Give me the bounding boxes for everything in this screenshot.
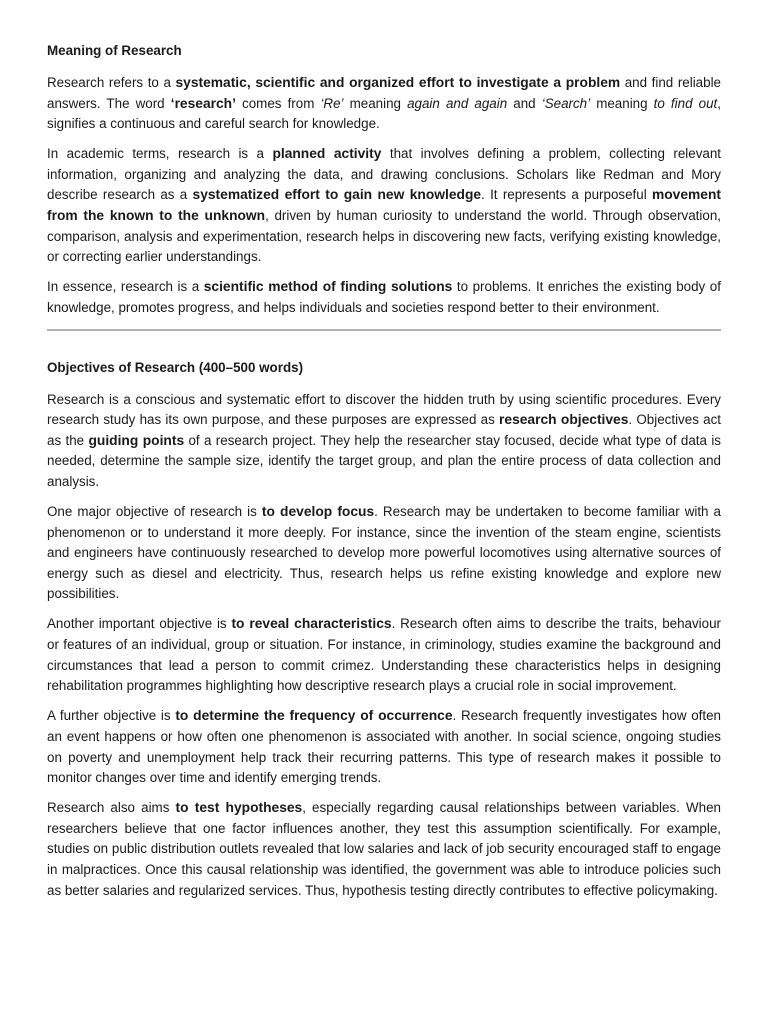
- text-run: meaning: [343, 95, 408, 111]
- paragraph-objectives-2: [47, 502, 721, 605]
- paragraph-objectives-4: [47, 706, 721, 788]
- text-run: A further objective is: [47, 708, 176, 724]
- text-run: . Research frequently investigates how often an event happens or how often one phenomenon is associated with another. In social science, ongoing studies on poverty and unemployment help track their recurring patterns. This type of research makes it possible to monitor changes over time and identify emerging trends.: [47, 708, 722, 786]
- bold-phrase: to test hypotheses: [175, 800, 303, 816]
- bold-phrase: systematized effort to gain new knowledge: [192, 187, 482, 203]
- bold-phrase: to reveal characteristics: [231, 616, 392, 632]
- text-run: . Research often aims to describe the traits, behaviour or features of an individual, group or situation. For instance, in criminology, studies examine the background and circumstances that lead a person to commit crimez. Understanding these characteristics helps in designing rehabilitation programmes highlighting how descriptive research plays a crucial role in social improvement.: [47, 616, 722, 694]
- bold-phrase: guiding points: [88, 432, 185, 448]
- text-run: of a research project. They help the researcher stay focused, decide what type of data is needed, determine the sample size, identify the target group, and plan the entire process of data collection and analysis.: [47, 432, 721, 489]
- paragraph-meaning-1: [47, 73, 721, 135]
- italic-phrase: ‘Search’: [541, 95, 591, 111]
- text-run: In academic terms, research is a: [47, 146, 273, 162]
- text-run: meaning: [590, 95, 654, 111]
- text-run: One major objective of research is: [47, 504, 262, 519]
- text-run: , especially regarding causal relationships between variables. When researchers believe that one factor influences another, they test this assumption scientifically. For example, studies on public distribution outlets revealed that low salaries and lack of job security encouraged staff to engage in malpractices. Once this causal relationship was identified, the government was able to introduce policies such as better salaries and regularized services. Thus, hypothesis testing directly contributes to effective policymaking.: [47, 800, 721, 898]
- italic-phrase: again and again: [407, 95, 508, 111]
- bold-phrase: systematic, scientific and organized effort to investigate a problem: [175, 75, 621, 90]
- text-run: Research also aims: [47, 800, 176, 816]
- text-run: comes from: [235, 95, 321, 111]
- text-run: that involves defining a problem, collecting relevant information, organizing and analyzing the data, and drawing conclusions. Scholars like Redman and Mory describe research as a: [47, 146, 722, 203]
- text-run: In essence, research is a: [47, 279, 204, 295]
- text-run: Research refers to a: [47, 75, 176, 90]
- text-run: . Objectives act as the: [47, 412, 721, 448]
- paragraph-objectives-1: [47, 390, 721, 493]
- paragraph-objectives-3: [47, 614, 721, 696]
- paragraph-meaning-2: [47, 144, 721, 268]
- bold-phrase: to determine the frequency of occurrence: [175, 708, 453, 724]
- text-run: Research is a conscious and systematic effort to discover the hidden truth by using scientific procedures. Every research study has its own purpose, and these purposes are expressed as: [47, 391, 721, 428]
- bold-phrase: research objectives: [499, 412, 629, 428]
- text-run: and find reliable answers. The word: [47, 75, 722, 111]
- text-run: . It represents a purposeful: [481, 187, 652, 203]
- italic-phrase: to find out: [653, 95, 718, 111]
- bold-phrase: scientific method of finding solutions: [203, 279, 453, 295]
- bold-phrase: ‘research’: [170, 95, 236, 111]
- heading-meaning-of-research: Meaning of Research: [47, 43, 182, 58]
- heading-objectives-of-research: Objectives of Research (400–500 words): [47, 359, 304, 375]
- paragraph-meaning-3: [47, 277, 721, 318]
- paragraph-objectives-5: [47, 798, 721, 901]
- italic-phrase: ‘Re’: [320, 95, 344, 111]
- text-run: , driven by human curiosity to understand the world. Through observation, comparison, analysis and experimentation, research helps in discovering new facts, verifying existing knowledge, or correcting earlier understandings.: [47, 208, 721, 265]
- text-run: to problems. It enriches the existing body of knowledge, promotes progress, and helps individuals and societies respond better to their environment.: [47, 279, 721, 315]
- bold-phrase: movement from the known to the unknown: [47, 187, 721, 224]
- text-run: , signifies a continuous and careful search for knowledge.: [47, 95, 721, 132]
- text-run: Another important objective is: [47, 616, 232, 632]
- text-run: and: [507, 95, 542, 111]
- bold-phrase: planned activity: [272, 146, 382, 162]
- section-divider: [47, 329, 721, 331]
- text-run: . Research may be undertaken to become familiar with a phenomenon or to understand it more deeply. For instance, since the invention of the steam engine, scientists and engineers have continuously researched to develop more powerful locomotives using alternative sources of energy such as diesel and electricity. Thus, research helps us refine existing knowledge and explore new possibilities.: [47, 504, 721, 602]
- bold-phrase: to develop focus: [261, 504, 375, 519]
